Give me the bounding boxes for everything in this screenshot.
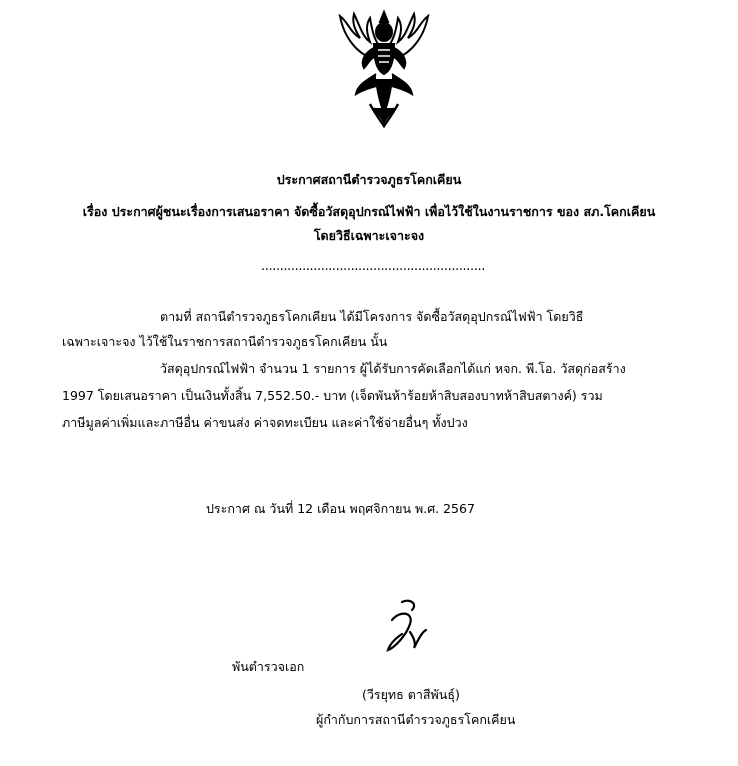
body-paragraph1-line2: เฉพาะเจาะจง ไว้ใช้ในราชการสถานีตำรวจภูธรโคกเคียน นั้น (62, 334, 388, 349)
signer-name: (วีรยุทธ ตาสีพันธุ์) (362, 687, 460, 702)
announcement-method: โดยวิธีเฉพาะเจาะจง (313, 228, 425, 243)
signer-position: ผู้กำกับการสถานีตำรวจภูธรโคกเคียน (316, 712, 516, 727)
body-paragraph2-line1: วัสดุอุปกรณ์ไฟฟ้า จำนวน 1 รายการ ผู้ได้รับการคัดเลือกได้แก่ หจก. พี.โอ. วัสดุก่อสร้าง (160, 361, 626, 376)
garuda-emblem-icon (330, 8, 438, 128)
signer-rank: พันตำรวจเอก (232, 659, 305, 674)
body-paragraph2-line3: ภาษีมูลค่าเพิ่มและภาษีอื่น ค่าขนส่ง ค่าจดทะเบียน และค่าใช้จ่ายอื่นๆ ทั้งปวง (62, 415, 468, 430)
announcement-subject: เรื่อง ประกาศผู้ชนะเรื่องการเสนอราคา จัดซื้อวัสดุอุปกรณ์ไฟฟ้า เพื่อไว้ใช้ในงานราชการ ของ สภ.โคกเคียน (82, 204, 656, 219)
handwritten-signature (380, 598, 430, 656)
body-paragraph1-line1: ตามที่ สถานีตำรวจภูธรโคกเคียน ได้มีโครงการ จัดซื้อวัสดุอุปกรณ์ไฟฟ้า โดยวิธี (160, 309, 584, 324)
dotted-separator: ............................................................ (261, 259, 485, 274)
announcement-title: ประกาศสถานีตำรวจภูธรโคกเคียน (276, 172, 462, 187)
body-paragraph2-line2: 1997 โดยเสนอราคา เป็นเงินทั้งสิ้น 7,552.50.- บาท (เจ็ดพันห้าร้อยห้าสิบสองบาทห้าสิบสตางค์) รวม (62, 388, 603, 403)
announcement-date: ประกาศ ณ วันที่ 12 เดือน พฤศจิกายน พ.ศ. 2567 (206, 501, 475, 516)
